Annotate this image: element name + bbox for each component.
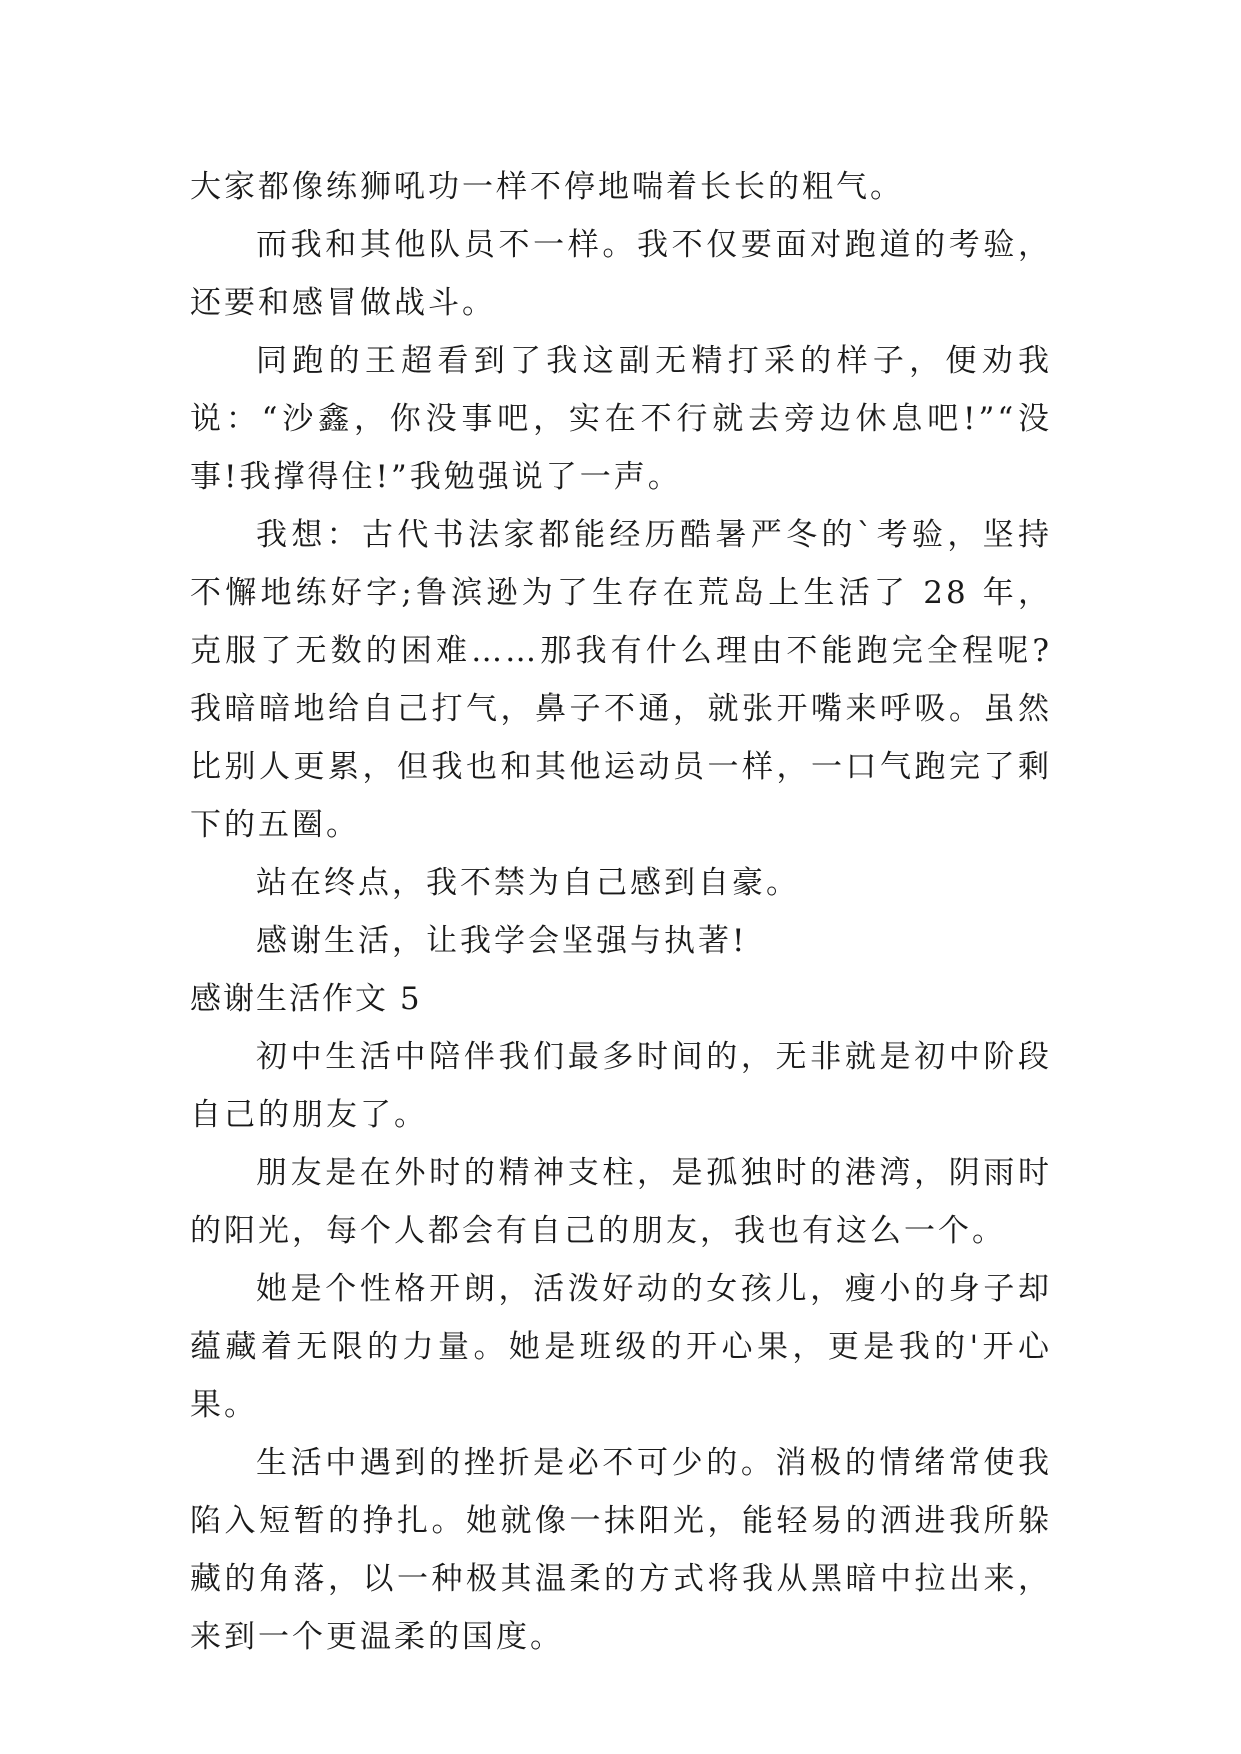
paragraph-finish-line: 站在终点，我不禁为自己感到自豪。	[256, 865, 800, 901]
paragraph-friends-intro: 初中生活中陪伴我们最多时间的，无非就是初中阶段自己的朋友了。	[190, 1039, 1052, 1133]
paragraph-friends-pillar: 朋友是在外时的精神支柱，是孤独时的港湾，阴雨时的阳光，每个人都会有自己的朋友，我也有这么一个。	[190, 1155, 1052, 1249]
paragraph-friend-description: 她是个性格开朗，活泼好动的女孩儿，瘦小的身子却蕴藏着无限的力量。她是班级的开心果，更是我的'开心果。	[190, 1271, 1052, 1423]
paragraph-setbacks: 生活中遇到的挫折是必不可少的。消极的情绪常使我陷入短暂的挣扎。她就像一抹阳光，能轻易的洒进我所躲藏的角落，以一种极其温柔的方式将我从黑暗中拉出来，来到一个更温柔的国度。	[190, 1445, 1052, 1655]
section-heading: 感谢生活作文 5	[190, 981, 422, 1017]
paragraph-reflection: 我想：古代书法家都能经历酷暑严冬的`考验，坚持不懈地练好字;鲁滨逊为了生存在荒岛上生活了 28 年，克服了无数的困难……那我有什么理由不能跑完全程呢?我暗暗地给自己打气，鼻子不通，就张开嘴来呼吸。虽然比别人更累，但我也和其他运动员一样，一口气跑完了剩下的五圈。	[190, 517, 1052, 843]
paragraph-dialogue: 同跑的王超看到了我这副无精打采的样子，便劝我说：“沙鑫，你没事吧，实在不行就去旁边休息吧!”“没事!我撑得住!”我勉强说了一声。	[190, 343, 1052, 495]
paragraph-cold: 而我和其他队员不一样。我不仅要面对跑道的考验，还要和感冒做战斗。	[190, 227, 1052, 321]
document-body	[190, 158, 1052, 1666]
paragraph-thanks: 感谢生活，让我学会坚强与执著!	[256, 923, 748, 959]
continuation-paragraph: 大家都像练狮吼功一样不停地喘着长长的粗气。	[190, 169, 904, 205]
